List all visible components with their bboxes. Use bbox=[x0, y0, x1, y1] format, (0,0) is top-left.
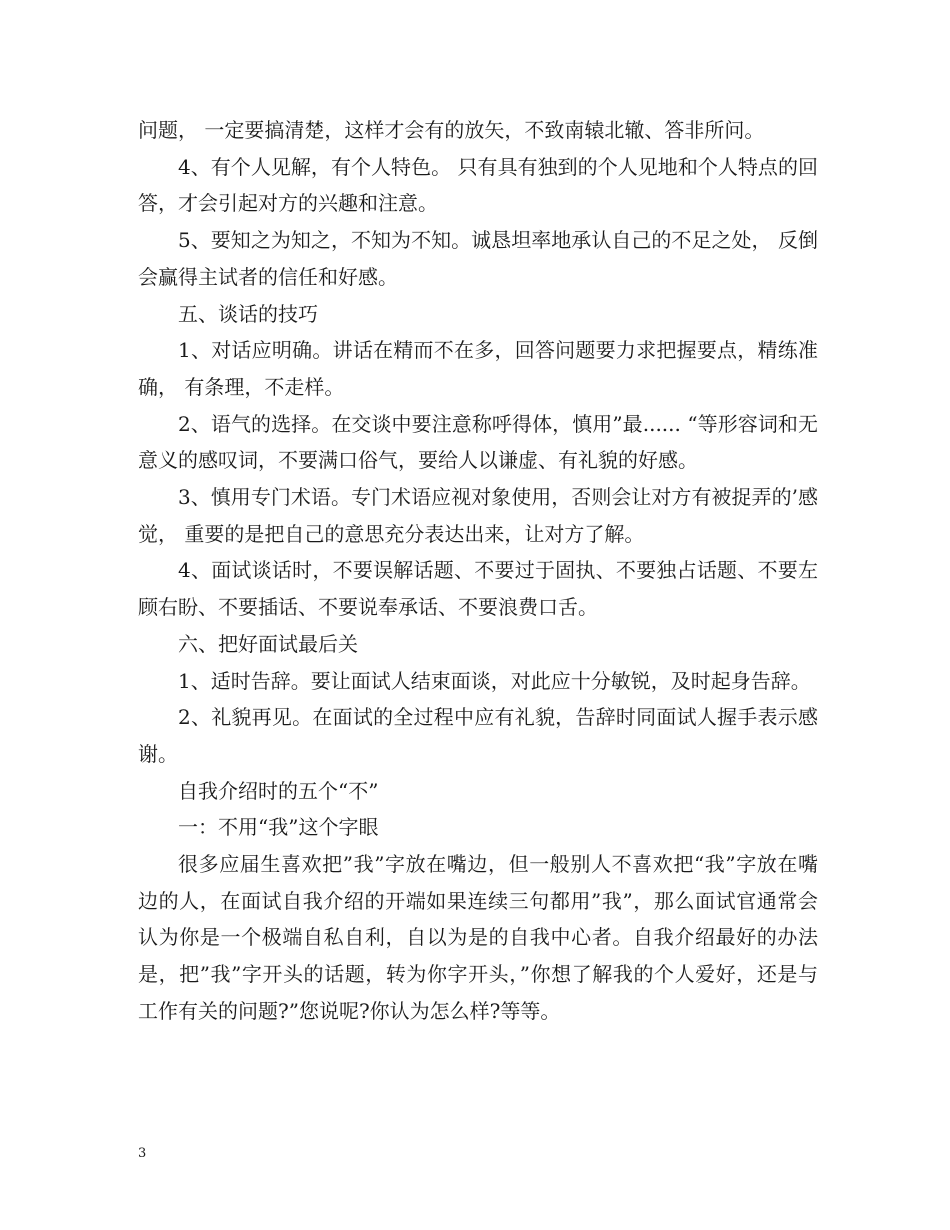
paragraph: 2、语气的选择。在交谈中要注意称呼得体，慎用”最...... “等形容词和无意义的感叹词，不要满口俗气，要给人以谦虚、有礼貌的好感。 bbox=[138, 411, 818, 473]
section-heading: 五、谈话的技巧 bbox=[178, 301, 318, 326]
section-heading: 六、把好面试最后关 bbox=[178, 631, 358, 656]
subsection-heading: 一：不用“我”这个字眼 bbox=[178, 815, 379, 840]
paragraph: 很多应届生喜欢把”我”字放在嘴边，但一般别人不喜欢把“我”字放在嘴边的人，在面试自我介绍的开端如果连续三句都用”我”，那么面试官通常会认为你是一个极端自私自利，自以为是的自我中心者。自我介绍最好的办法是，把”我”字开头的话题，转为你字开头，”你想了解我的个人爱好，还是与工作有关的问题?”您说呢?你认为怎么样?等等。 bbox=[138, 852, 818, 1023]
paragraph-continuation: 问题， 一定要搞清楚，这样才会有的放矢，不致南辕北辙、答非所问。 bbox=[138, 118, 765, 142]
paragraph: 1、适时告辞。要让面试人结束面谈，对此应十分敏锐，及时起身告辞。 bbox=[178, 668, 811, 693]
paragraph: 1、对话应明确。讲话在精而不在多，回答问题要力求把握要点，精练准确， 有条理，不走样。 bbox=[138, 338, 818, 399]
section-heading: 自我介绍时的五个“不” bbox=[178, 778, 379, 803]
page-number: 3 bbox=[138, 1146, 147, 1161]
paragraph: 4、面试谈话时，不要误解话题、不要过于固执、不要独占话题、不要左顾右盼、不要插话、不要说奉承话、不要浪费口舌。 bbox=[138, 558, 818, 620]
paragraph: 2、礼貌再见。在面试的全过程中应有礼貌，告辞时同面试人握手表示感谢。 bbox=[138, 705, 818, 766]
paragraph: 3、慎用专门术语。专门术语应视对象使用，否则会让对方有被捉弄的’感觉， 重要的是把自己的意思充分表达出来，让对方了解。 bbox=[138, 485, 818, 546]
document-body bbox=[138, 112, 818, 1030]
paragraph: 4、有个人见解，有个人特色。 只有具有独到的个人见地和个人特点的回答，才会引起对方的兴趣和注意。 bbox=[138, 154, 818, 216]
paragraph: 5、要知之为知之，不知为不知。诚恳坦率地承认自己的不足之处， 反倒会赢得主试者的信任和好感。 bbox=[138, 228, 818, 289]
